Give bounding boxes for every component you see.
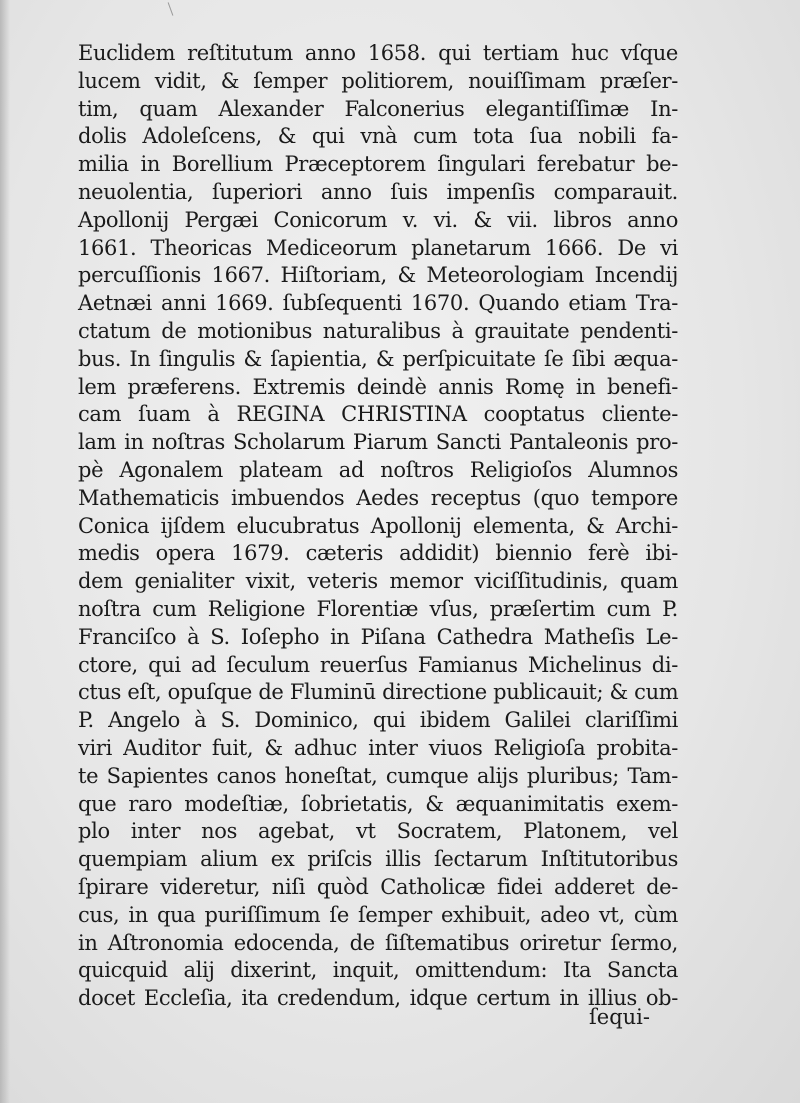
- catchword: ſequi-: [589, 1005, 650, 1029]
- text-line: bus. In ſingulis & ſapientia, & perſpicuitate ſe ſibi æqua-: [78, 346, 678, 371]
- margin-mark: [168, 2, 174, 15]
- text-line: 1661. Theoricas Mediceorum planetarum 1666. De vi: [78, 235, 678, 260]
- text-line: quempiam alium ex priſcis illis ſectarum Inſtitutoribus: [78, 847, 678, 872]
- text-line: milia in Borellium Præceptorem ſingulari ferebatur be-: [78, 152, 678, 177]
- text-line: lam in noſtras Scholarum Piarum Sancti Pantaleonis pro-: [78, 430, 678, 455]
- text-line: docet Eccleſia, ita credendum, idque certum in illius ob-: [78, 986, 678, 1011]
- text-line: lem præferens. Extremis deindè annis Romę in benefi-: [78, 374, 678, 399]
- text-line: te Sapientes canos honeſtat, cumque alijs pluribus; Tam-: [78, 763, 678, 788]
- text-line: ctatum de motionibus naturalibus à grauitate pendenti-: [78, 318, 678, 343]
- text-line: percuſſionis 1667. Hiſtoriam, & Meteorologiam Incendij: [78, 263, 678, 288]
- text-line: Aetnæi anni 1669. ſubſequenti 1670. Quando etiam Tra-: [78, 291, 678, 316]
- text-line: pè Agonalem plateam ad noſtros Religioſos Alumnos: [78, 457, 678, 482]
- text-line: Euclidem reſtitutum anno 1658. qui tertiam huc vſque: [78, 41, 678, 65]
- text-line: plo inter nos agebat, vt Socratem, Platonem, vel: [78, 819, 678, 844]
- text-line: viri Auditor fuit, & adhuc inter viuos Religioſa probita-: [78, 735, 678, 760]
- page-edge-shadow: [0, 0, 10, 1103]
- text-line: ctus eſt, opuſque de Fluminū directione publicauit; & cum: [78, 680, 679, 705]
- text-line: que raro modeſtiæ, ſobrietatis, & æquanimitatis exem-: [78, 791, 678, 816]
- text-line: P. Angelo à S. Dominico, qui ibidem Galilei clariſſimi: [78, 708, 678, 733]
- text-line: dolis Adoleſcens, & qui vnà cum tota ſua nobili fa-: [78, 124, 678, 149]
- text-line: Franciſco à S. Ioſepho in Piſana Cathedra Matheſis Le-: [78, 624, 678, 649]
- text-line: Apollonij Pergæi Conicorum v. vi. & vii. libros anno: [78, 207, 678, 232]
- text-line: ctore, qui ad ſeculum reuerſus Famianus Michelinus di-: [78, 652, 678, 677]
- text-line: lucem vidit, & ſemper politiorem, nouiſſimam præſer-: [78, 68, 678, 93]
- text-line: medis opera 1679. cæteris addidit) biennio ferè ibi-: [78, 541, 678, 566]
- text-line: quicquid alij dixerint, inquit, omittendum: Ita Sancta: [78, 958, 678, 983]
- text-line: cam ſuam à REGINA CHRISTINA cooptatus cliente-: [78, 402, 678, 427]
- text-line: cus, in qua puriſſimum ſe ſemper exhibuit, adeo vt, cùm: [78, 902, 678, 927]
- body-text: [78, 40, 678, 1013]
- text-line: Conica ijſdem elucubratus Apollonij elementa, & Archi-: [78, 513, 678, 538]
- text-line: tim, quam Alexander Falconerius elegantiſſimæ In-: [78, 96, 678, 121]
- text-line: Mathematicis imbuendos Aedes receptus (quo tempore: [78, 485, 678, 510]
- text-line: noſtra cum Religione Florentiæ vſus, præſertim cum P.: [78, 596, 678, 621]
- text-line: neuolentia, ſuperiori anno ſuis impenſis comparauit.: [78, 179, 678, 204]
- text-line: ſpirare videretur, niſi quòd Catholicæ fidei adderet de-: [78, 874, 678, 899]
- text-line: in Aſtronomia edocenda, de ſiſtematibus oriretur ſermo,: [78, 930, 678, 955]
- text-line: dem genialiter vixit, veteris memor viciſſitudinis, quam: [78, 569, 678, 594]
